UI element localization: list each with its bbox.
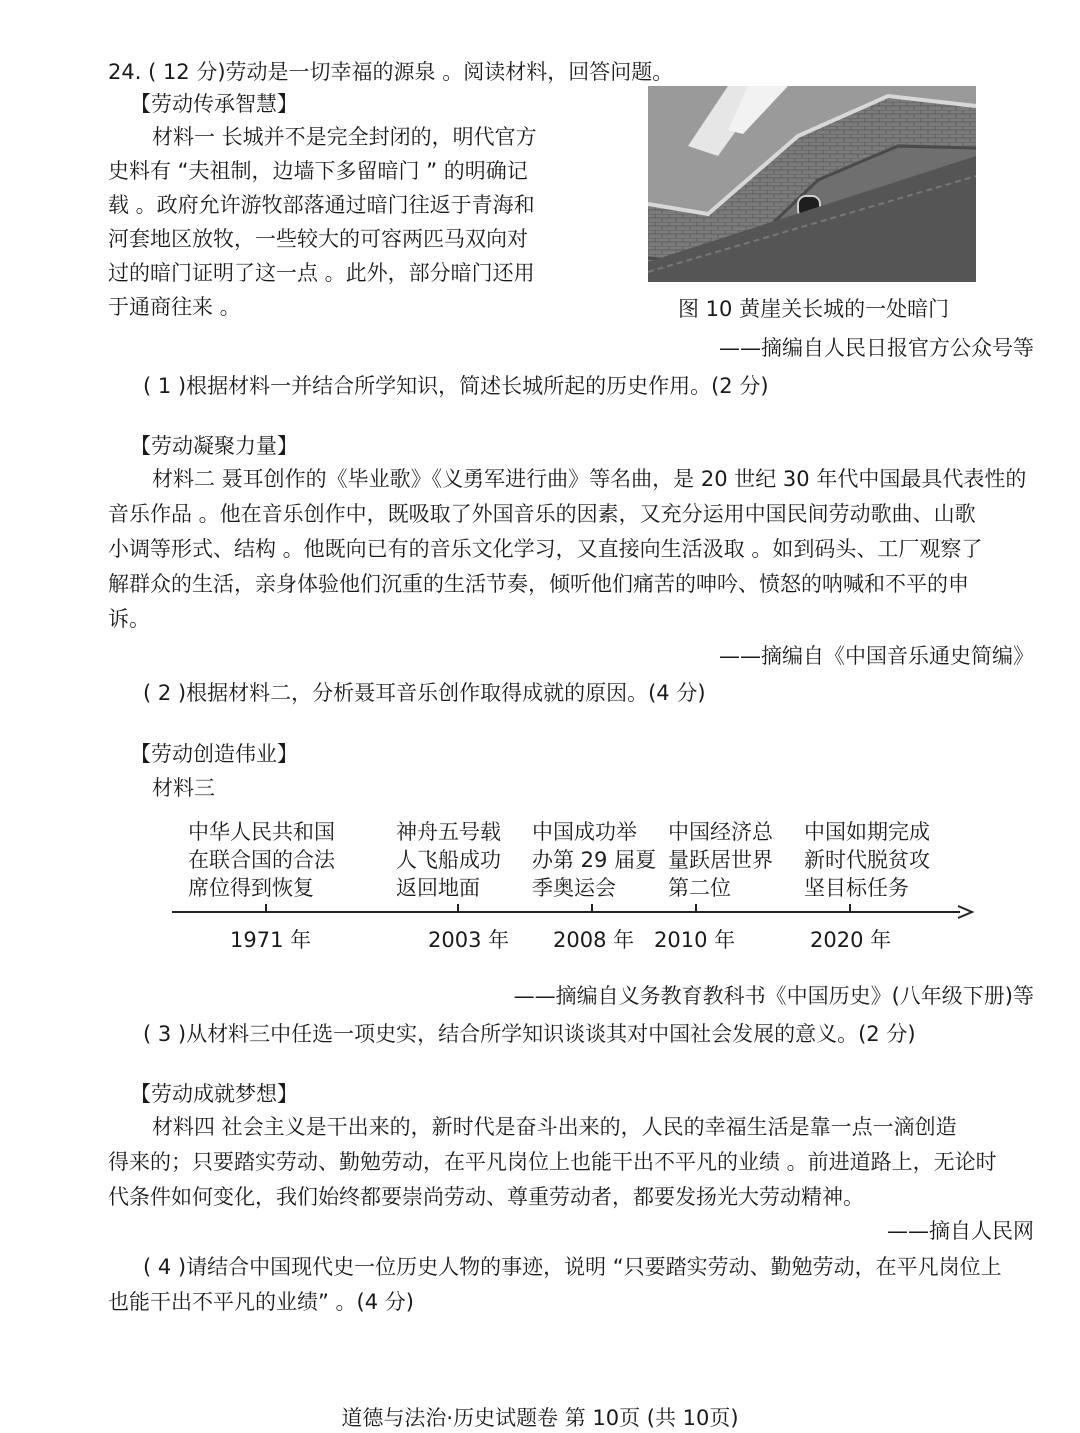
event-line: 在联合国的合法 (188, 848, 335, 872)
event-line: 神舟五号载 (396, 820, 501, 844)
event-line: 办第 29 届夏 (532, 848, 657, 872)
page-footer: 道德与法治·历史试题卷 第 10页 (共 10页) (341, 1406, 739, 1430)
event-line: 返回地面 (396, 876, 480, 900)
event-line: 人飞船成功 (396, 848, 501, 872)
event-line: 席位得到恢复 (188, 876, 314, 900)
section4-line: 代条件如何变化，我们始终都要崇尚劳动、尊重劳动者，都要发扬光大劳动精神。 (108, 1185, 864, 1209)
timeline-event-2003 (396, 818, 501, 902)
section2-line: 音乐作品 。他在音乐创作中，既吸取了外国音乐的因素，又充分运用中国民间劳动歌曲、山歌 (108, 502, 976, 526)
section1-line: 河套地区放牧，一些较大的可容两匹马双向对 (108, 227, 528, 251)
section2-line: 材料二 聂耳创作的《毕业歌》《义勇军进行曲》等名曲，是 20 世纪 30 年代中国最具代表性的 (152, 467, 1027, 491)
event-line: 坚目标任务 (804, 876, 909, 900)
section3-label: 材料三 (152, 776, 215, 800)
section4-source: ——摘自人民网 (887, 1219, 1034, 1243)
timeline-year: 2003 年 (428, 928, 510, 952)
section1-heading: 【劳动传承智慧】 (130, 92, 298, 116)
section1-line: 于通商往来 。 (108, 295, 241, 319)
section2-heading: 【劳动凝聚力量】 (130, 434, 298, 458)
event-line: 量跃居世界 (668, 848, 773, 872)
timeline-year: 2008 年 (553, 928, 635, 952)
section1-line: 材料一 长城并不是完全封闭的，明代官方 (152, 125, 537, 149)
question-2: ( 2 )根据材料二，分析聂耳音乐创作取得成就的原因。(4 分) (143, 681, 706, 705)
section4-line: 得来的；只要踏实劳动、勤勉劳动，在平凡岗位上也能干出不平凡的业绩 。前进道路上，无论时 (108, 1150, 997, 1174)
timeline-event-2020 (804, 818, 930, 902)
section1-line: 过的暗门证明了这一点 。此外，部分暗门还用 (108, 261, 535, 285)
section1-line: 载 。政府允许游牧部落通过暗门往返于青海和 (108, 193, 535, 217)
question-3: ( 3 )从材料三中任选一项史实，结合所学知识谈谈其对中国社会发展的意义。(2 分) (143, 1022, 916, 1046)
section2-line: 诉。 (108, 607, 150, 631)
question-4-line: ( 4 )请结合中国现代史一位历史人物的事迹，说明 “只要踏实劳动、勤勉劳动，在平凡岗位上 (143, 1255, 1002, 1279)
section3-heading: 【劳动创造伟业】 (130, 742, 298, 766)
event-line: 第二位 (668, 876, 731, 900)
event-line: 中国经济总 (668, 820, 773, 844)
event-line: 新时代脱贫攻 (804, 848, 930, 872)
section2-line: 解群众的生活，亲身体验他们沉重的生活节奏，倾听他们痛苦的呻吟、愤怒的呐喊和不平的申 (108, 572, 969, 596)
event-line: 中国成功举 (532, 820, 637, 844)
great-wall-photo (648, 86, 976, 282)
timeline-year: 2020 年 (810, 928, 892, 952)
figure-caption: 图 10 黄崖关长城的一处暗门 (678, 297, 950, 321)
timeline-year: 2010 年 (654, 928, 736, 952)
event-line: 中国如期完成 (804, 820, 930, 844)
timeline-arrow-icon (958, 906, 972, 918)
section4-heading: 【劳动成就梦想】 (130, 1082, 298, 1106)
timeline-event-2010 (668, 818, 773, 902)
question-4-line: 也能干出不平凡的业绩” 。(4 分) (108, 1290, 414, 1314)
section2-source: ——摘编自《中国音乐通史简编》 (719, 644, 1034, 668)
question-1: ( 1 )根据材料一并结合所学知识，简述长城所起的历史作用。(2 分) (143, 374, 769, 398)
event-line: 中华人民共和国 (188, 820, 335, 844)
section3-source: ——摘编自义务教育教科书《中国历史》(八年级下册)等 (513, 984, 1034, 1008)
section1-line: 史料有 “夫祖制，边墙下多留暗门 ” 的明确记 (108, 159, 528, 183)
timeline-event-2008 (532, 818, 656, 902)
timeline-axis (160, 898, 980, 922)
event-line: 季奥运会 (532, 876, 616, 900)
section4-line: 材料四 社会主义是干出来的，新时代是奋斗出来的，人民的幸福生活是靠一点一滴创造 (152, 1115, 957, 1139)
section2-line: 小调等形式、结构 。他既向已有的音乐文化学习，又直接向生活汲取 。如到码头、工厂观察了 (108, 537, 983, 561)
section1-source: ——摘编自人民日报官方公众号等 (719, 336, 1034, 360)
question-header: 24. ( 12 分)劳动是一切幸福的源泉 。阅读材料，回答问题。 (108, 60, 674, 84)
timeline-event-1971 (188, 818, 335, 902)
timeline-year: 1971 年 (230, 928, 312, 952)
